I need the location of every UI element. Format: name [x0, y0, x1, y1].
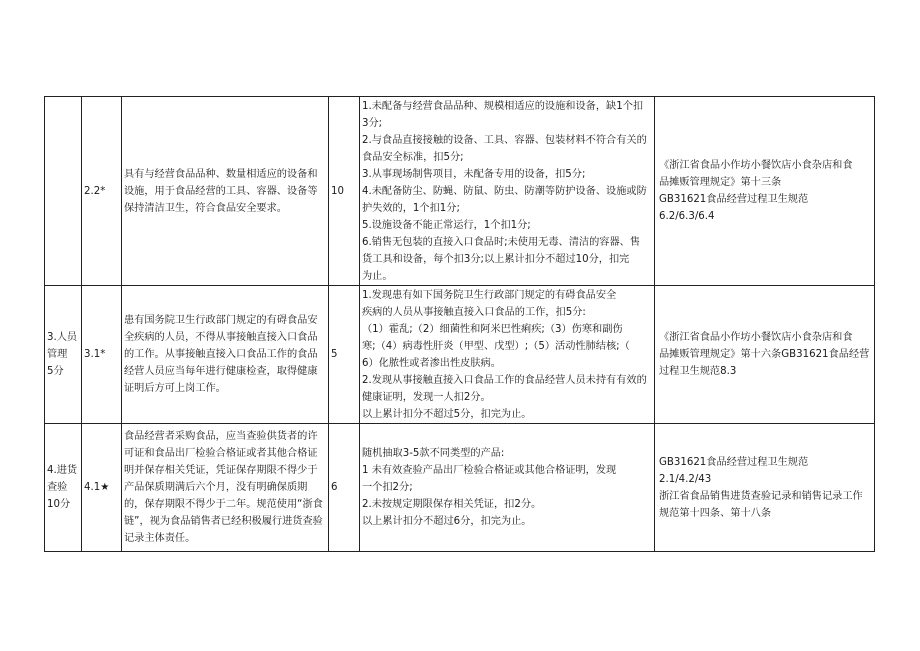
reference-line: 2.1/4.2/43 [659, 473, 712, 485]
reference-line: 规范第十四条、第十八条 [659, 507, 772, 519]
table-row [45, 424, 875, 552]
deductions-line: 3分; [362, 117, 383, 129]
deductions [360, 424, 655, 552]
deductions-line: 护失效的，1个扣1分; [362, 202, 460, 214]
deductions-line: 1.未配备与经营食品品种、规模相适应的设施和设备，缺1个扣 [362, 100, 644, 112]
deductions-line: 5.设施设备不能正常运行，1个扣1分; [362, 219, 531, 231]
score: 10 [329, 97, 360, 286]
deductions-line: 为止。 [362, 270, 393, 282]
deductions-line: 3.从事现场制售项目，未配备专用的设备，扣5分; [362, 168, 586, 180]
reference-line: 品摊贩管理规定》第十六条GB31621食品经营 [659, 349, 870, 360]
reference-line: 浙江省食品销售进货查验记录和销售记录工作 [659, 490, 863, 502]
category-line: 10分 [47, 499, 71, 510]
deductions-line: 2.与食品直接接触的设备、工具、容器、包装材料不符合有关的 [362, 134, 647, 146]
requirement-text: 具有与经营食品品种、数量相适应的设备和设施，用于食品经营的工具、容器、设备等保持清洁卫生，符合食品安全要求。 [122, 97, 329, 286]
deductions-line: 2.未按规定期限保存相关凭证，扣2分。 [362, 499, 542, 510]
category [45, 286, 82, 424]
category [45, 424, 82, 552]
inspection-criteria-table [44, 96, 875, 552]
deductions-line: 以上累计扣分不超过5分，扣完为止。 [362, 408, 532, 420]
category-line: 管理 [47, 349, 68, 360]
score: 5 [329, 286, 360, 424]
requirement-text: 患有国务院卫生行政部门规定的有碍食品安全疾病的人员，不得从事接触直接入口食品的工作。从事接触直接入口食品工作的食品经营人员应当每年进行健康检查，取得健康证明后方可上岗工作。 [122, 286, 329, 424]
deductions-line: 一个扣2分; [362, 482, 413, 493]
category [45, 97, 82, 286]
deductions-line: 6）化脓性或者渗出性皮肤病。 [362, 357, 501, 369]
deductions [360, 286, 655, 424]
reference-line: 6.2/6.3/6.4 [659, 211, 715, 222]
category-line: 查验 [47, 482, 68, 493]
deductions-line: 6.销售无包装的直接入口食品时;未使用无毒、清洁的容器、售 [362, 236, 641, 248]
category-line: 3.人员 [47, 332, 78, 343]
table-row [45, 97, 875, 286]
deductions-line: 2.发现从事接触直接入口食品工作的食品经营人员未持有有效的 [362, 374, 647, 386]
reference-line: 品摊贩管理规定》第十三条 [659, 177, 782, 188]
deductions-line: 健康证明，发现一人扣2分。 [362, 391, 491, 403]
deductions-line: 1.发现患有如下国务院卫生行政部门规定的有碍食品安全 [362, 289, 617, 301]
reference [655, 97, 875, 286]
deductions-line: （1）霍乱;（2）细菌性和阿米巴性痢疾;（3）伤寒和副伤 [362, 323, 623, 335]
item-code: 4.1★ [82, 424, 122, 552]
requirement-text: 食品经营者采购食品，应当查验供货者的许可证和食品出厂检验合格证或者其他合格证明并保存相关凭证，凭证保存期限不得少于产品保质期满后六个月，没有明确保质期的，保存期限不得少于二年。规范使用“浙食链”，视为食品销售者已经积极履行进货查验记录主体责任。 [122, 424, 329, 552]
deductions-line: 货工具和设备，每个扣3分;以上累计扣分不超过10分，扣完 [362, 253, 630, 265]
reference-line: GB31621食品经营过程卫生规范 [659, 194, 809, 205]
item-code: 3.1* [82, 286, 122, 424]
reference-line: 《浙江省食品小作坊小餐饮店小食杂店和食 [659, 332, 853, 343]
deductions-line: 4.未配备防尘、防蝇、防鼠、防虫、防潮等防护设备、设施或防 [362, 185, 647, 197]
deductions-line: 以上累计扣分不超过6分，扣完为止。 [362, 516, 532, 527]
category-line: 5分 [47, 366, 64, 377]
deductions-line: 食品安全标准，扣5分; [362, 151, 464, 163]
deductions-line: 寒;（4）病毒性肝炎（甲型、戊型）;（5）活动性肺结核;（ [362, 340, 630, 352]
reference [655, 286, 875, 424]
table-row [45, 286, 875, 424]
reference [655, 424, 875, 552]
deductions [360, 97, 655, 286]
reference-line: 《浙江省食品小作坊小餐饮店小食杂店和食 [659, 160, 853, 171]
item-code: 2.2* [82, 97, 122, 286]
category-line: 4.进货 [47, 465, 78, 476]
score: 6 [329, 424, 360, 552]
reference-line: 过程卫生规范8.3 [659, 366, 737, 377]
deductions-line: 随机抽取3-5款不同类型的产品: [362, 448, 505, 459]
deductions-line: 疾病的人员从事接触直接入口食品的工作，扣5分: [362, 306, 586, 318]
deductions-line: 1 未有效查验产品出厂检验合格证或其他合格证明，发现 [362, 465, 617, 476]
reference-line: GB31621食品经营过程卫生规范 [659, 456, 809, 468]
